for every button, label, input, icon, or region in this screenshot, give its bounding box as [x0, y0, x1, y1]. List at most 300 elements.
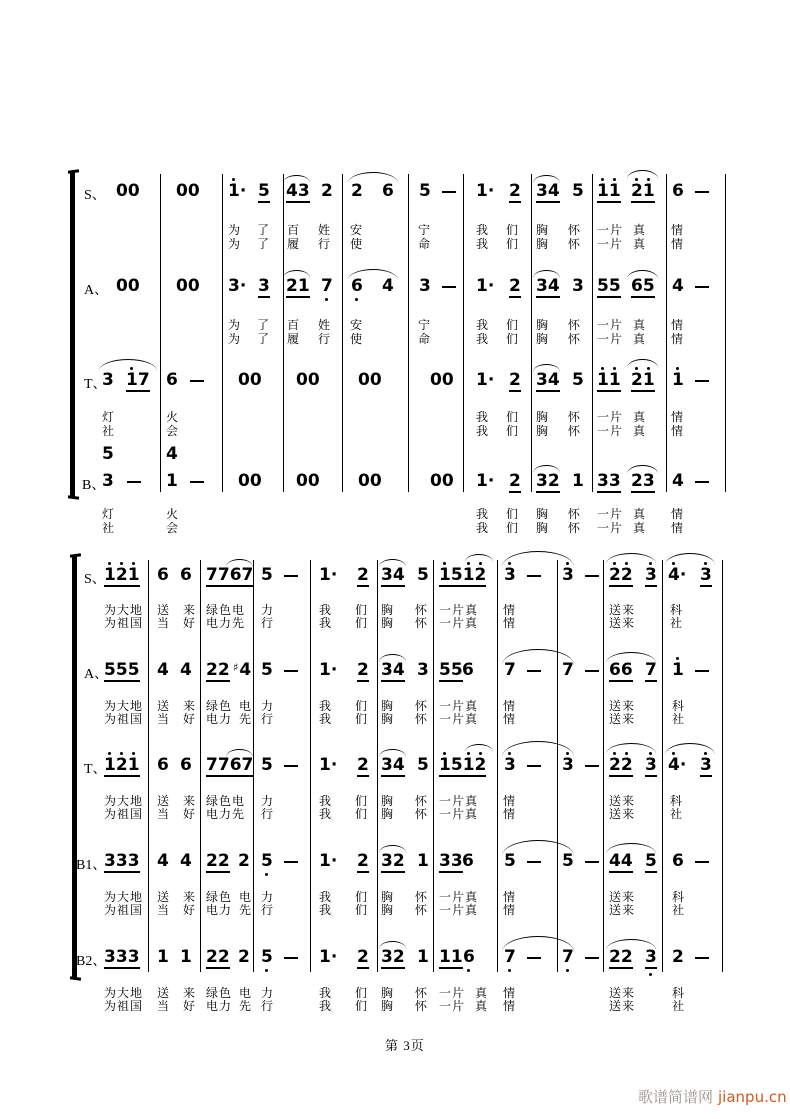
slur-arc	[283, 270, 310, 278]
note-token: 23	[631, 471, 655, 491]
note-token: 1	[166, 471, 178, 491]
lyric: 送来	[609, 890, 636, 904]
lyric: 使	[350, 237, 364, 251]
lyric: 当	[157, 999, 171, 1013]
lyric: 真	[633, 424, 647, 438]
lyric: 电力	[206, 903, 233, 917]
lyric: 一片真	[439, 603, 479, 617]
dash-note	[527, 765, 541, 767]
note-token: 1·	[319, 660, 338, 680]
note-token: 1	[572, 471, 584, 491]
note-token: 5	[572, 370, 584, 390]
lyric: 一片	[439, 999, 466, 1013]
lyric: 当	[157, 903, 171, 917]
lyric: 履	[287, 332, 301, 346]
lyric: 们	[355, 986, 369, 1000]
lyric: 命	[418, 332, 432, 346]
lyric: 真	[633, 410, 647, 424]
lyric: 我	[319, 890, 333, 904]
lyric: 为大地	[104, 603, 144, 617]
note-token: 3	[258, 276, 270, 296]
lyric: 来	[183, 603, 197, 617]
note-token: 22	[206, 851, 230, 871]
lyric: 真	[633, 521, 647, 535]
lyric: 电力先	[206, 807, 246, 821]
lyric: 情	[671, 507, 685, 521]
dash-note	[190, 380, 204, 382]
note-token: 5	[261, 851, 273, 871]
lyric: 绿色电	[206, 603, 246, 617]
note-token: 1	[157, 947, 169, 967]
dash-note	[527, 861, 541, 863]
lyric: 社	[670, 807, 684, 821]
barline	[666, 174, 667, 492]
voice-label: B1、	[76, 858, 107, 873]
slur-arc	[627, 465, 658, 474]
note-token: 5	[102, 444, 114, 464]
lyric: 先	[239, 999, 253, 1013]
watermark-domain: jianpu.cn	[718, 1088, 787, 1106]
lyric: 一片真	[439, 903, 479, 917]
lyric: 们	[355, 807, 369, 821]
lyric: 一片真	[439, 890, 479, 904]
barline	[463, 174, 464, 492]
lyric: 我	[319, 794, 333, 808]
lyric: 情	[671, 237, 685, 251]
lyric: 一片	[597, 332, 624, 346]
note-token: 2	[357, 755, 369, 775]
slur-arc	[606, 939, 656, 950]
note-token: 3	[562, 565, 574, 585]
lyric: 为	[228, 237, 242, 251]
lyric: 胸	[381, 616, 395, 630]
dash-note	[442, 191, 456, 193]
lyric: 社	[672, 999, 686, 1013]
note-token: 1·	[319, 947, 338, 967]
note-token: ♯4	[233, 660, 252, 680]
lyric: 怀	[415, 603, 429, 617]
lyric: 我	[476, 521, 490, 535]
lyric: 我	[476, 424, 490, 438]
note-token: 2	[321, 181, 333, 201]
note-token: 32	[381, 947, 405, 967]
note-token: 4	[166, 444, 178, 464]
barline	[160, 174, 161, 492]
lyric: 胸	[536, 223, 550, 237]
lyric: 们	[506, 332, 520, 346]
barline	[283, 174, 284, 492]
note-token: 1·	[476, 276, 495, 296]
note-token: 32	[536, 471, 560, 491]
barline	[222, 174, 223, 492]
lyric: 为大地	[104, 890, 144, 904]
note-token: 5	[261, 660, 273, 680]
barline	[148, 560, 149, 972]
lyric: 力	[261, 794, 275, 808]
slur-arc	[283, 175, 310, 183]
lyric: 胸	[381, 986, 395, 1000]
note-token: 6	[351, 276, 363, 296]
lyric: 好	[183, 616, 197, 630]
note-token: 3	[504, 565, 516, 585]
note-token: 43	[286, 181, 310, 201]
lyric: 怀	[415, 807, 429, 821]
lyric: 们	[355, 699, 369, 713]
lyric: 我	[319, 616, 333, 630]
lyric: 来	[183, 890, 197, 904]
lyric: 会	[166, 521, 180, 535]
lyric: 情	[671, 424, 685, 438]
lyric: 情	[503, 986, 517, 1000]
lyric: 情	[503, 699, 517, 713]
lyric: 我	[319, 807, 333, 821]
lyric: 为大地	[104, 794, 144, 808]
lyric: 为祖国	[104, 999, 144, 1013]
dash-note	[127, 481, 141, 483]
slur-arc	[606, 843, 656, 854]
dash-note	[284, 861, 298, 863]
lyric: 安	[350, 223, 364, 237]
slur-arc	[502, 936, 574, 952]
note-token: 3	[504, 755, 516, 775]
lyric: 们	[355, 712, 369, 726]
lyric: 会	[166, 424, 180, 438]
note-token: 1·	[319, 755, 338, 775]
lyric: 们	[506, 410, 520, 424]
lyric: 怀	[568, 223, 582, 237]
slur-arc	[502, 649, 574, 665]
note-token: 4	[672, 276, 684, 296]
note-token: 3	[645, 755, 657, 775]
lyric: 我	[476, 507, 490, 521]
dash-note	[284, 957, 298, 959]
lyric: 我	[319, 712, 333, 726]
note-token: 5	[504, 851, 516, 871]
dash-note	[695, 191, 709, 193]
lyric: 火	[166, 507, 180, 521]
note-token: 121	[104, 565, 140, 585]
slur-arc	[226, 559, 253, 567]
lyric: 胸	[536, 237, 550, 251]
lyric: 胸	[381, 699, 395, 713]
lyric: 绿色	[206, 699, 233, 713]
lyric: 了	[257, 318, 271, 332]
lyric: 们	[355, 794, 369, 808]
dash-note	[190, 481, 204, 483]
note-token: 6	[166, 370, 178, 390]
note-token: 5	[261, 947, 273, 967]
note-token: 2	[509, 471, 521, 491]
lyric: 送	[157, 794, 171, 808]
lyric: 真	[633, 223, 647, 237]
lyric: 科	[670, 603, 684, 617]
lyric: 为	[228, 223, 242, 237]
lyric: 怀	[415, 794, 429, 808]
system-bracket	[70, 172, 75, 497]
voice-label: T、	[84, 377, 107, 392]
lyric: 力	[261, 986, 275, 1000]
lyric: 们	[355, 890, 369, 904]
lyric: 一片	[597, 237, 624, 251]
note-token: 2	[351, 181, 363, 201]
note-token: 00	[238, 471, 262, 491]
lyric: 怀	[415, 986, 429, 1000]
lyric: 当	[157, 807, 171, 821]
dash-note	[442, 286, 456, 288]
note-token: 5	[562, 851, 574, 871]
lyric: 送来	[609, 712, 636, 726]
slur-arc	[606, 553, 656, 564]
dash-note	[284, 575, 298, 577]
barline	[603, 560, 604, 972]
lyric: 们	[506, 424, 520, 438]
note-token: 00	[116, 276, 140, 296]
lyric: 安	[350, 318, 364, 332]
note-token: 3	[700, 755, 712, 775]
lyric: 胸	[536, 318, 550, 332]
lyric: 胸	[536, 410, 550, 424]
lyric: 一片真	[439, 807, 479, 821]
note-token: 6	[462, 660, 474, 680]
note-token: 4	[157, 660, 169, 680]
lyric: 一片真	[439, 699, 479, 713]
lyric: 送来	[609, 699, 636, 713]
lyric: 情	[503, 999, 517, 1013]
lyric: 情	[503, 807, 517, 821]
lyric: 情	[503, 794, 517, 808]
lyric: 一片	[597, 424, 624, 438]
note-token: 6	[157, 755, 169, 775]
lyric: 一片	[597, 521, 624, 535]
barline	[592, 174, 593, 492]
dash-note	[527, 957, 541, 959]
lyric: 怀	[568, 521, 582, 535]
lyric: 我	[476, 223, 490, 237]
lyric: 使	[350, 332, 364, 346]
note-token: 2	[509, 276, 521, 296]
note-token: 44	[609, 851, 633, 871]
slur-arc	[533, 364, 560, 372]
slur-arc	[379, 559, 406, 567]
slur-arc	[379, 654, 406, 662]
lyric: 我	[319, 603, 333, 617]
lyric: 绿色	[206, 986, 233, 1000]
lyric: 宁	[418, 223, 432, 237]
note-token: 4	[382, 276, 394, 296]
dash-note	[527, 670, 541, 672]
lyric: 来	[183, 986, 197, 1000]
lyric: 为	[228, 318, 242, 332]
note-token: 6	[180, 755, 192, 775]
barline	[408, 174, 409, 492]
note-token: 00	[430, 471, 454, 491]
lyric: 为祖国	[104, 712, 144, 726]
lyric: 们	[506, 318, 520, 332]
note-token: 5	[417, 755, 429, 775]
page-number: 第 3页	[385, 1038, 425, 1053]
note-token: 33	[597, 471, 621, 491]
note-token: 1·	[319, 851, 338, 871]
dash-note	[585, 861, 599, 863]
lyric: 送来	[609, 903, 636, 917]
lyric: 为祖国	[104, 807, 144, 821]
lyric: 电	[239, 699, 253, 713]
note-token: 2	[509, 370, 521, 390]
note-token: 333	[104, 851, 140, 871]
lyric: 了	[257, 223, 271, 237]
lyric: 我	[319, 999, 333, 1013]
note-token: 3	[572, 276, 584, 296]
dash-note	[284, 765, 298, 767]
note-token: 121	[104, 755, 140, 775]
note-token: 6	[463, 947, 475, 967]
lyric: 送来	[609, 603, 636, 617]
lyric: 们	[355, 603, 369, 617]
note-token: 22	[206, 947, 230, 967]
slur-arc	[627, 170, 658, 179]
note-token: 00	[116, 181, 140, 201]
note-token: 66	[609, 660, 633, 680]
dash-note	[585, 670, 599, 672]
lyric: 行	[318, 332, 332, 346]
slur-arc	[99, 359, 157, 371]
lyric: 命	[418, 237, 432, 251]
lyric: 履	[287, 237, 301, 251]
note-token: 6	[462, 851, 474, 871]
note-token: 3	[417, 660, 429, 680]
lyric: 我	[476, 332, 490, 346]
note-token: 55	[439, 660, 463, 680]
note-token: 5	[419, 181, 431, 201]
lyric: 们	[355, 903, 369, 917]
lyric: 电力	[206, 712, 233, 726]
dash-note	[695, 861, 709, 863]
lyric: 怀	[415, 712, 429, 726]
lyric: 一片真	[439, 794, 479, 808]
voice-label: B2、	[76, 954, 107, 969]
lyric: 怀	[568, 332, 582, 346]
note-token: 2	[357, 660, 369, 680]
slur-arc	[606, 743, 656, 754]
lyric: 胸	[536, 507, 550, 521]
lyric: 灯	[102, 507, 116, 521]
note-token: 7767	[206, 755, 254, 775]
note-token: 1·	[228, 181, 247, 201]
barline	[433, 560, 434, 972]
lyric: 一片	[439, 986, 466, 1000]
note-token: 7	[562, 947, 574, 967]
lyric: 当	[157, 712, 171, 726]
voice-label: S、	[84, 572, 106, 587]
lyric: 真	[475, 986, 489, 1000]
note-token: 1	[672, 370, 684, 390]
note-token: 7	[504, 947, 516, 967]
note-token: 5	[261, 755, 273, 775]
lyric: 百	[287, 318, 301, 332]
lyric: 怀	[568, 410, 582, 424]
lyric: 力	[261, 699, 275, 713]
note-token: 34	[381, 755, 405, 775]
lyric: 电	[239, 986, 253, 1000]
note-token: 21	[631, 181, 655, 201]
slur-arc	[502, 551, 574, 567]
dash-note	[695, 481, 709, 483]
lyric: 送	[157, 699, 171, 713]
lyric: 送来	[609, 807, 636, 821]
lyric: 行	[261, 903, 275, 917]
lyric: 一片	[597, 410, 624, 424]
lyric: 当	[157, 616, 171, 630]
note-token: 555	[104, 660, 140, 680]
lyric: 了	[257, 237, 271, 251]
lyric: 怀	[415, 616, 429, 630]
lyric: 胸	[381, 603, 395, 617]
voice-label: A、	[84, 667, 109, 682]
lyric: 绿色电	[206, 794, 246, 808]
slur-arc	[465, 554, 493, 562]
note-token: 3	[562, 755, 574, 775]
lyric: 一片	[597, 223, 624, 237]
slur-arc	[379, 941, 406, 949]
lyric: 胸	[381, 903, 395, 917]
note-token: 11	[597, 370, 621, 390]
note-token: 00	[358, 370, 382, 390]
note-token: 2	[509, 181, 521, 201]
voice-label: A、	[84, 283, 109, 298]
barline	[557, 560, 558, 972]
note-token: 7	[321, 276, 333, 296]
slur-arc	[627, 359, 658, 368]
barline	[531, 174, 532, 492]
lyric: 科	[672, 986, 686, 1000]
note-token: 4	[672, 471, 684, 491]
system-bracket	[72, 556, 77, 978]
lyric: 怀	[568, 237, 582, 251]
slur-arc	[533, 465, 560, 473]
lyric: 怀	[415, 890, 429, 904]
voice-label: B、	[82, 478, 106, 493]
lyric: 情	[671, 318, 685, 332]
barline	[310, 560, 311, 972]
note-token: 3·	[228, 276, 247, 296]
note-token: 7	[504, 660, 516, 680]
lyric: 情	[671, 332, 685, 346]
lyric: 送来	[609, 794, 636, 808]
lyric: 们	[355, 999, 369, 1013]
note-token: 1512	[439, 755, 487, 775]
note-token: 21	[631, 370, 655, 390]
note-token: 00	[238, 370, 262, 390]
lyric: 真	[475, 999, 489, 1013]
slur-arc	[379, 749, 406, 757]
slur-arc	[606, 652, 656, 663]
note-token: 4	[157, 851, 169, 871]
lyric: 怀	[415, 903, 429, 917]
watermark-site-name: 歌谱简谱网	[638, 1088, 714, 1106]
slur-arc	[627, 270, 658, 279]
lyric: 胸	[381, 890, 395, 904]
dash-note	[585, 957, 599, 959]
lyric: 真	[633, 507, 647, 521]
lyric: 科	[672, 890, 686, 904]
note-token: 2	[357, 851, 369, 871]
note-token: 5	[572, 181, 584, 201]
dash-note	[695, 957, 709, 959]
lyric: 电	[239, 890, 253, 904]
note-token: 1	[417, 851, 429, 871]
note-token: 333	[104, 947, 140, 967]
lyric: 情	[671, 410, 685, 424]
